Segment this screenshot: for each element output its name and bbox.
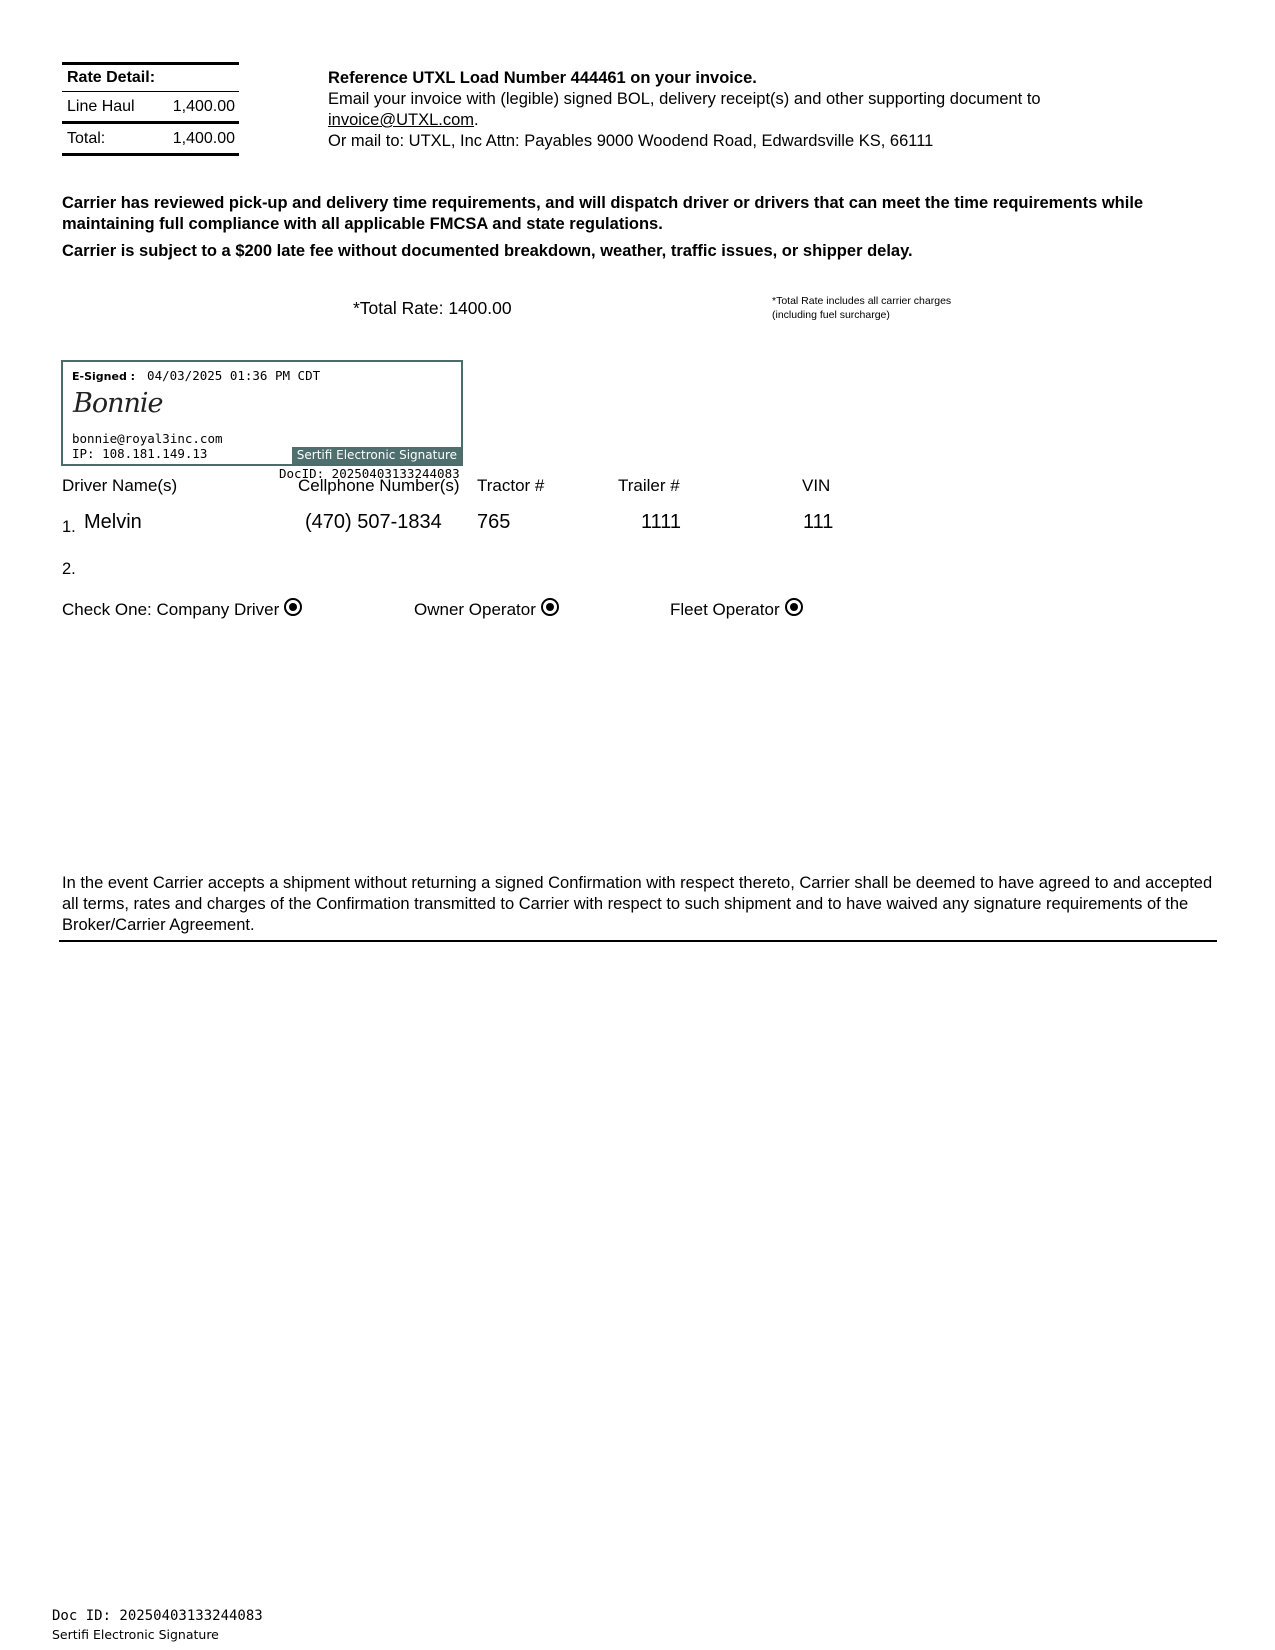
- option-fleet-operator[interactable]: [670, 600, 803, 620]
- invoice-instructions: [328, 68, 1228, 152]
- terms-divider: [59, 940, 1217, 942]
- row-number: 2.: [62, 560, 76, 578]
- rate-detail-table: [62, 62, 239, 156]
- header-vin: VIN: [802, 476, 831, 495]
- header-trailer: Trailer #: [618, 476, 680, 495]
- footer-sertifi: Sertifi Electronic Signature: [52, 1627, 219, 1642]
- rate-label: Total:: [67, 129, 106, 147]
- rate-value: 1,400.00: [172, 129, 235, 147]
- driver-name: Melvin: [84, 511, 142, 533]
- header-driver-name: Driver Name(s): [62, 476, 178, 495]
- signature-name: Bonnie: [73, 388, 163, 419]
- invoice-email-link[interactable]: invoice@UTXL.com: [328, 111, 475, 129]
- late-fee-line: Carrier is subject to a $200 late fee without documented breakdown, weather, traffic issues, or shipper delay.: [62, 242, 913, 260]
- rate-detail-title: Rate Detail:: [67, 69, 156, 86]
- radio-selected-icon[interactable]: [541, 598, 559, 616]
- total-rate: *Total Rate: 1400.00: [353, 298, 512, 318]
- signer-ip: IP: 108.181.149.13: [72, 446, 208, 461]
- rate-label: Line Haul: [67, 97, 135, 115]
- mail-instructions: Or mail to: UTXL, Inc Attn: Payables 9000 Woodend Road, Edwardsville KS, 66111: [328, 132, 934, 150]
- rate-row-total: [62, 124, 239, 156]
- signer-details: [72, 431, 223, 461]
- header-cellphone: Cellphone Number(s): [298, 476, 460, 495]
- row-number: 1.: [62, 518, 76, 536]
- radio-selected-icon[interactable]: [284, 598, 302, 616]
- option-label: Check One: Company Driver: [62, 600, 280, 619]
- rate-row-line-haul: [62, 92, 239, 124]
- option-label: Owner Operator: [414, 600, 536, 619]
- option-owner-operator[interactable]: [414, 600, 559, 620]
- signer-email: bonnie@royal3inc.com: [72, 431, 223, 446]
- driver-tractor: 765: [477, 511, 511, 533]
- compliance-notice: [62, 193, 1212, 262]
- signature-docid: DocID: 20250403133244083: [279, 466, 460, 481]
- rate-detail-header: [62, 62, 239, 92]
- confirmation-terms: In the event Carrier accepts a shipment without returning a signed Confirmation with respect thereto, Carrier shall be deemed to have agreed to and accepted all terms, rates and charges of the Confirmation transmitted to Carrier with respect to such shipment and to have waived any signature requirements of the Broker/Carrier Agreement.: [62, 874, 1213, 934]
- esigned-label: E-Signed :: [72, 370, 136, 383]
- compliance-line: Carrier has reviewed pick-up and delivery time requirements, and will dispatch driver or drivers that can meet the time requirements while maintaining full compliance with all applicable FMCSA and state regulations.: [62, 194, 1144, 233]
- radio-selected-icon[interactable]: [785, 598, 803, 616]
- footer-docid: Doc ID: 20250403133244083: [52, 1608, 263, 1624]
- driver-trailer: 1111: [641, 511, 682, 533]
- driver-cellphone: (470) 507-1834: [305, 511, 442, 533]
- rate-value: 1,400.00: [172, 97, 235, 115]
- total-rate-note: *Total Rate includes all carrier charges (including fuel surcharge): [772, 295, 952, 321]
- option-company-driver[interactable]: [62, 600, 302, 620]
- driver-vin: 111: [803, 511, 834, 533]
- option-label: Fleet Operator: [670, 600, 780, 619]
- email-instructions: Email your invoice with (legible) signed BOL, delivery receipt(s) and other supporting document to invoice@UTXL.com.: [328, 90, 1041, 129]
- sertifi-badge: Sertifi Electronic Signature: [292, 447, 461, 464]
- esignature-box: [61, 360, 463, 466]
- header-tractor: Tractor #: [477, 476, 545, 495]
- esigned-timestamp: 04/03/2025 01:36 PM CDT: [147, 368, 321, 383]
- load-reference: Reference UTXL Load Number 444461 on your invoice.: [328, 69, 757, 87]
- esigned-header: [72, 368, 320, 383]
